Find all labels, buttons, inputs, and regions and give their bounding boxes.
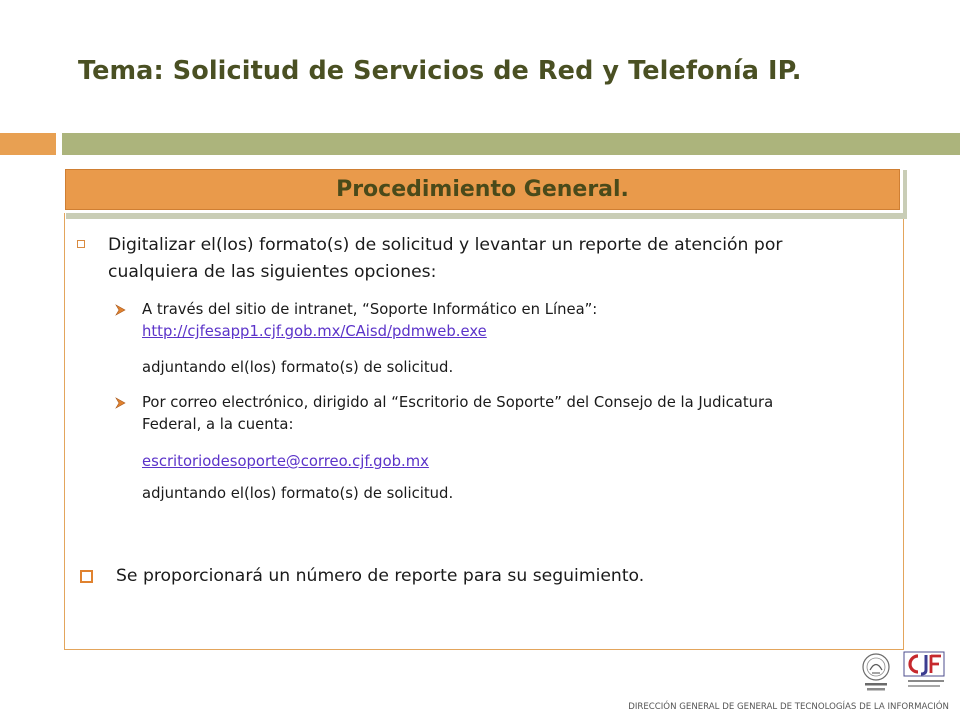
- footer-department: DIRECCIÓN GENERAL DE GENERAL DE TECNOLOGÍAS DE LA INFORMACIÓN: [628, 702, 949, 712]
- cjf-logo-icon: [904, 652, 944, 687]
- support-email-link[interactable]: escritoriodesoporte@correo.cjf.gob.mx: [142, 453, 429, 470]
- arrow-bullet-icon: [115, 397, 127, 409]
- sub1-attach-note: adjuntando el(los) formato(s) de solicitud.: [142, 359, 454, 376]
- sub2-line1: Por correo electrónico, dirigido al “Escritorio de Soporte” del Consejo de la Judicatura: [142, 394, 774, 411]
- sub2-attach-note: adjuntando el(los) formato(s) de solicitud.: [142, 485, 454, 502]
- sub1-line1: A través del sitio de intranet, “Soporte Informático en Línea”:: [142, 301, 598, 318]
- section-banner-fill: [65, 169, 900, 210]
- intranet-link[interactable]: http://cjfesapp1.cjf.gob.mx/CAisd/pdmweb.exe: [142, 323, 487, 340]
- item1-line2: cualquiera de las siguientes opciones:: [108, 262, 437, 282]
- sub2-line2: Federal, a la cuenta:: [142, 416, 294, 433]
- seal-logo-icon: [863, 654, 889, 691]
- item1-line1: Digitalizar el(los) formato(s) de solicitud y levantar un reporte de atención por: [108, 235, 783, 255]
- header-accent-bar-orange: [0, 133, 56, 155]
- item2-text: Se proporcionará un número de reporte para su seguimiento.: [116, 566, 645, 586]
- section-banner: [62, 166, 903, 213]
- square-bullet-icon: [80, 570, 93, 583]
- section-banner-title: Procedimiento General.: [336, 177, 629, 202]
- square-bullet-icon: [77, 240, 85, 248]
- arrow-bullet-icon: [115, 304, 127, 316]
- slide-title: Tema: Solicitud de Servicios de Red y Telefonía IP.: [78, 56, 802, 86]
- institution-logos: [852, 650, 952, 696]
- header-accent-bar-olive: [62, 133, 960, 155]
